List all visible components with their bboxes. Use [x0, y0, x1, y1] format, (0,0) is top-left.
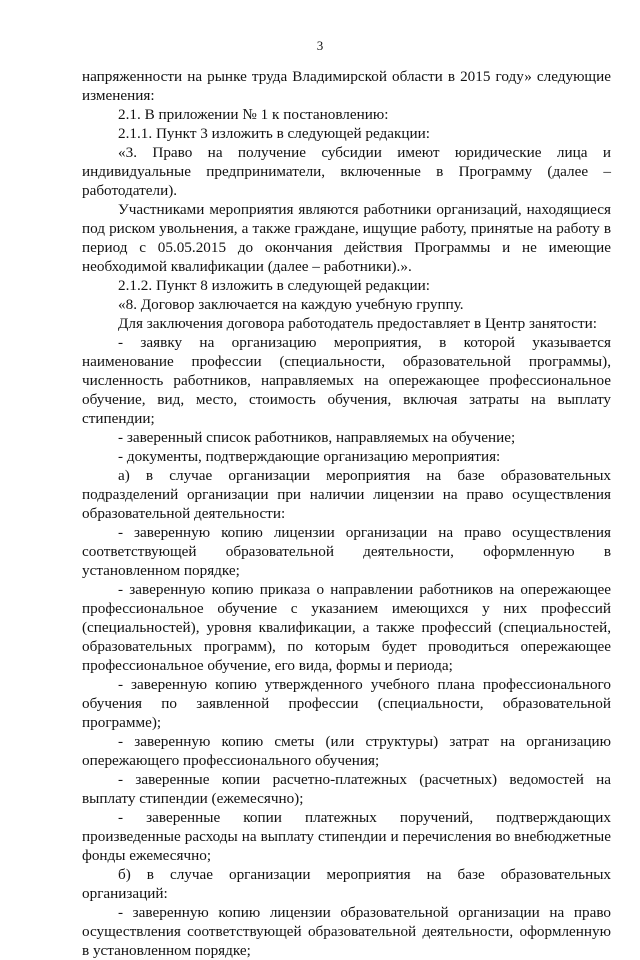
paragraph: - заверенную копию приказа о направлении работников на опережающее профессиональное обучение с указанием имеющихся у них профессий (специальностей), уровня квалификации, а также профессий (специальностей, образовательных программ), по которым будет проводиться опережающее профессиональное обучение, его вида, формы и периода;: [82, 581, 611, 674]
paragraph: напряженности на рынке труда Владимирской области в 2015 году» следующие изменения:: [82, 68, 611, 104]
paragraph: «3. Право на получение субсидии имеют юридические лица и индивидуальные предприниматели, включенные в Программу (далее – работодатели).: [82, 144, 611, 199]
paragraph: - заверенные копии платежных поручений, подтверждающих произведенные расходы на выплату стипендии и перечисления во внебюджетные фонды ежемесячно;: [82, 809, 611, 864]
paragraph: 2.1. В приложении № 1 к постановлению:: [118, 106, 389, 123]
paragraph: - заверенную копию лицензии образовательной организации на право осуществления соответствующей образовательной деятельности, оформленную в установленном порядке;: [82, 904, 611, 959]
paragraph: «8. Договор заключается на каждую учебную группу.: [118, 296, 464, 313]
paragraph: - заверенные копии расчетно-платежных (расчетных) ведомостей на выплату стипендии (ежемесячно);: [82, 771, 611, 807]
paragraph: Для заключения договора работодатель предоставляет в Центр занятости:: [118, 315, 597, 332]
paragraph: б) в случае организации мероприятия на базе образовательных организаций:: [82, 866, 611, 902]
paragraph: - заверенную копию утвержденного учебного плана профессионального обучения по заявленной профессии (специальности, образовательной программе);: [82, 676, 611, 731]
paragraph: - заверенную копию лицензии организации на право осуществления соответствующей образовательной деятельности, оформленную в установленном порядке;: [82, 524, 611, 579]
paragraph: - заверенную копию сметы (или структуры) затрат на организацию опережающего профессионального обучения;: [82, 733, 611, 769]
document-body: [82, 67, 611, 960]
paragraph: - заверенный список работников, направляемых на обучение;: [118, 429, 516, 446]
paragraph: Участниками мероприятия являются работники организаций, находящиеся под риском увольнения, а также граждане, ищущие работу, принятые на работу в период с 05.05.2015 до окончания действия Программы и не имеющие необходимой квалификации (далее – работники).».: [82, 201, 611, 275]
paragraph: 2.1.1. Пункт 3 изложить в следующей редакции:: [118, 125, 431, 142]
paragraph: - документы, подтверждающие организацию мероприятия:: [118, 448, 501, 465]
paragraph: а) в случае организации мероприятия на базе образовательных подразделений организации при наличии лицензии на право осуществления образовательной деятельности:: [82, 467, 611, 522]
paragraph: 2.1.2. Пункт 8 изложить в следующей редакции:: [118, 277, 431, 294]
paragraph: - заявку на организацию мероприятия, в которой указывается наименование профессии (специальности, образовательной программы), численность работников, направляемых на опережающее профессиональное обучение, вид, место, стоимость обучения, включая затраты на выплату стипендии;: [82, 334, 611, 427]
page-number: 3: [316, 38, 324, 53]
